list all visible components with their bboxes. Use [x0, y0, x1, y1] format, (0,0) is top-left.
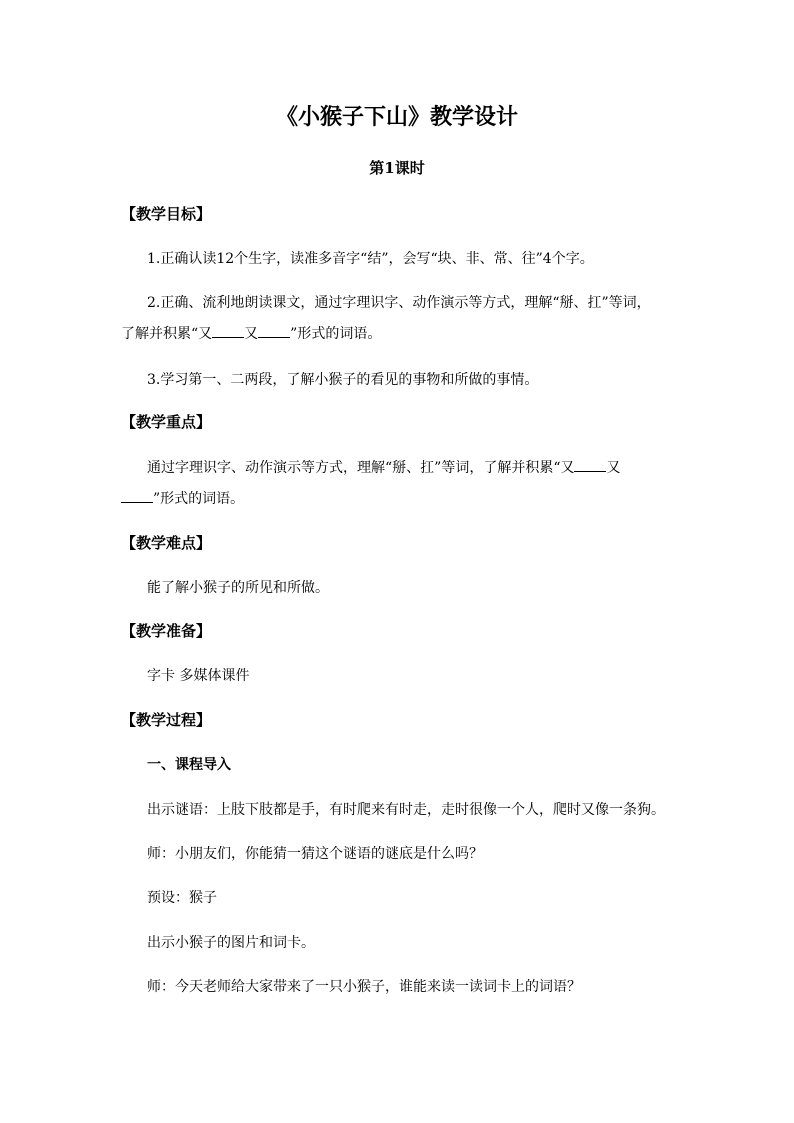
key-points-text-a: 通过字理识字、动作演示等方式，理解“掰、扛”等词，了解并积累“又 [147, 460, 575, 476]
objective-item-2-text-c: ”形式的词语。 [290, 326, 382, 342]
objective-item-1: 1.正确认读12个生字，读准多音字“结”，会写“块、非、常、往”4个字。 [147, 251, 594, 267]
key-points-heading: 【教学重点】 [121, 413, 212, 431]
page-title: 《小猴子下山》教学设计 [275, 104, 518, 130]
fill-blank [121, 490, 153, 503]
process-step-1-heading: 一、课程导入 [147, 757, 231, 773]
objective-item-3: 3.学习第一、二两段，了解小猴子的看见的事物和所做的事情。 [147, 372, 539, 388]
key-points-line-1 [147, 457, 620, 477]
key-points-text-b: 又 [606, 460, 621, 476]
expected-answer: 预设：猴子 [147, 890, 217, 906]
difficulties-heading: 【教学难点】 [121, 534, 212, 552]
difficulties-text: 能了解小猴子的所见和所做。 [147, 580, 329, 596]
preparation-text: 字卡 多媒体课件 [147, 668, 250, 684]
objective-item-2-line-2 [121, 323, 381, 343]
objective-item-2-line-1: 2.正确、流利地朗读课文，通过字理识字、动作演示等方式，理解“掰、扛”等词， [147, 295, 651, 311]
teacher-question-2: 师：今天老师给大家带来了一只小猴子，谁能来读一读词卡上的词语？ [147, 979, 581, 995]
fill-blank [258, 325, 290, 338]
fill-blank [574, 459, 606, 472]
show-picture-paragraph: 出示小猴子的图片和词卡。 [147, 935, 315, 951]
lesson-period: 第1课时 [369, 159, 425, 177]
process-heading: 【教学过程】 [121, 711, 212, 729]
objective-item-2-text-b: 又 [244, 326, 259, 342]
preparation-heading: 【教学准备】 [121, 622, 212, 640]
teacher-question-1: 师：小朋友们，你能猜一猜这个谜语的谜底是什么吗？ [147, 846, 483, 862]
objective-item-2-text-a: 了解并积累“又 [121, 326, 213, 342]
objectives-heading: 【教学目标】 [121, 205, 212, 223]
key-points-text-c: ”形式的词语。 [153, 491, 245, 507]
key-points-line-2 [121, 488, 244, 508]
fill-blank [212, 325, 244, 338]
riddle-paragraph: 出示谜语：上肢下肢都是手，有时爬来有时走，走时很像一个人，爬时又像一条狗。 [147, 802, 665, 818]
